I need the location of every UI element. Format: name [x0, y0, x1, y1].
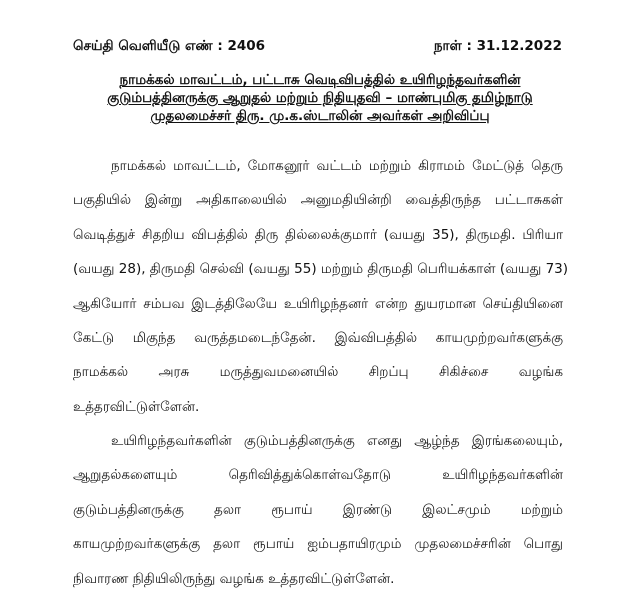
paragraph-line: நாமக்கல் அரசு மருத்துவமனையில் சிறப்பு சிகிச்சை வழங்க — [73, 364, 563, 381]
paragraph-line: உயிரிழந்தவர்களின் குடும்பத்தினருக்கு எனது ஆழ்ந்த இரங்கலையும், — [111, 433, 563, 449]
press-release-title — [40, 71, 600, 125]
paragraph-line: பகுதியில் இன்று அதிகாலையில் அனுமதியின்றி வைத்திருந்த பட்டாசுகள் — [73, 192, 563, 209]
title-line: நாமக்கல் மாவட்டம், பட்டாசு வெடிவிபத்தில் உயிரிழந்தவர்களின் — [119, 72, 521, 88]
paragraph-line: கேட்டு மிகுந்த வருத்தமடைந்தேன். இவ்விபத்தில் காயமுற்றவர்களுக்கு — [73, 330, 563, 347]
release-number: செய்தி வெளியீடு எண் : 2406 — [73, 38, 266, 54]
paragraph-line: (வயது 28), திருமதி செல்வி (வயது 55) மற்றும் திருமதி பெரியக்காள் (வயது 73) — [73, 261, 569, 278]
body-paragraph-1 — [73, 149, 569, 424]
paragraph-line: நாமக்கல் மாவட்டம், மோகனூர் வட்டம் மற்றும் கிராமம் மேட்டுத் தெரு — [111, 158, 563, 174]
paragraph-line: ஆகியோர் சம்பவ இடத்திலேயே உயிரிழந்தனர் என்ற துயரமான செய்தியினை — [73, 295, 563, 312]
paragraph-line: உத்தரவிட்டுள்ளேன். — [73, 398, 200, 415]
paragraph-line: ஆறுதல்களையும் தெரிவித்துக்கொள்வதோடு உயிரிழந்தவர்களின் — [73, 467, 563, 484]
title-line: முதலமைச்சர் திரு. மு.க.ஸ்டாலின் அவர்கள் அறிவிப்பு — [150, 108, 490, 124]
paragraph-line: நிவாரண நிதியிலிருந்து வழங்க உத்தரவிட்டுள்ளேன். — [73, 570, 395, 587]
title-line: குடும்பத்தினருக்கு ஆறுதல் மற்றும் நிதியுதவி – மாண்புமிகு தமிழ்நாடு — [107, 90, 533, 106]
paragraph-line: வெடித்துச் சிதறிய விபத்தில் திரு தில்லைக்குமார் (வயது 35), திருமதி. பிரியா — [73, 226, 563, 243]
paragraph-line: குடும்பத்தினருக்கு தலா ரூபாய் இரண்டு இலட்சமும் மற்றும் — [73, 501, 563, 518]
release-date: நாள் : 31.12.2022 — [433, 38, 562, 54]
body-paragraph-2 — [73, 424, 563, 596]
paragraph-line: காயமுற்றவர்களுக்கு தலா ரூபாய் ஐம்பதாயிரமும் முதலமைச்சரின் பொது — [73, 536, 563, 553]
